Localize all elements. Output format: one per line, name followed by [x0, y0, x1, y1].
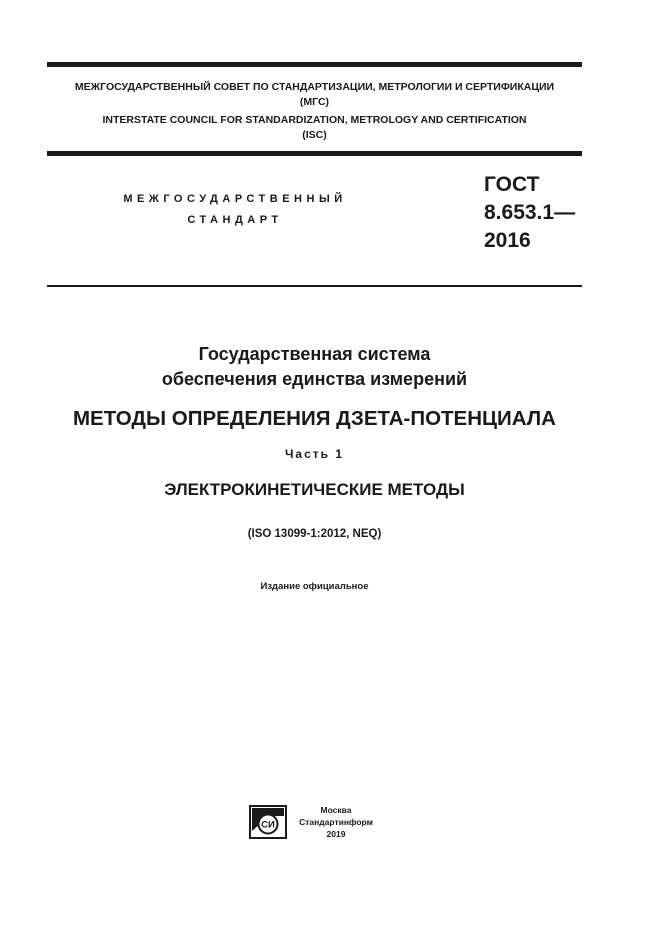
gost-label: ГОСТ [484, 173, 540, 196]
council-name-en: INTERSTATE COUNCIL FOR STANDARDIZATION, METROLOGY AND CERTIFICATION [102, 114, 527, 126]
subtitle: ЭЛЕКТРОКИНЕТИЧЕСКИЕ МЕТОДЫ [164, 480, 465, 499]
council-header [47, 80, 582, 143]
header-divider [47, 151, 582, 156]
council-abbr-ru: (МГС) [299, 96, 330, 108]
edition-note: Издание официальное [260, 581, 369, 592]
publisher-year: 2019 [326, 829, 346, 839]
part-label: Часть 1 [284, 447, 345, 461]
publisher-city: Москва [320, 805, 352, 815]
gost-number: 8.653.1— [484, 201, 576, 224]
gost-designation [484, 171, 594, 255]
logo-text: СИ [261, 819, 275, 831]
publisher-name: Стандартинформ [299, 817, 373, 827]
standard-type-line1: МЕЖГОСУДАРСТВЕННЫЙ [123, 193, 347, 205]
subject-heading [47, 342, 582, 392]
gost-year: 2016 [484, 229, 531, 252]
council-abbr-en: (ISC) [302, 129, 327, 141]
standard-type [110, 189, 360, 231]
publisher-block [290, 804, 382, 840]
subject-line2: обеспечения единства измерений [161, 369, 468, 389]
iso-reference: (ISO 13099-1:2012, NEQ) [247, 528, 382, 540]
title-divider [47, 285, 582, 287]
methods-title: МЕТОДЫ ОПРЕДЕЛЕНИЯ ДЗЕТА-ПОТЕНЦИАЛА [72, 407, 556, 430]
subject-line1: Государственная система [198, 344, 431, 364]
standartinform-logo-icon [249, 805, 287, 839]
council-name-ru: МЕЖГОСУДАРСТВЕННЫЙ СОВЕТ ПО СТАНДАРТИЗАЦИИ, МЕТРОЛОГИИ И СЕРТИФИКАЦИИ [74, 81, 555, 93]
top-rule [47, 62, 582, 67]
standard-type-line2: СТАНДАРТ [187, 214, 283, 226]
